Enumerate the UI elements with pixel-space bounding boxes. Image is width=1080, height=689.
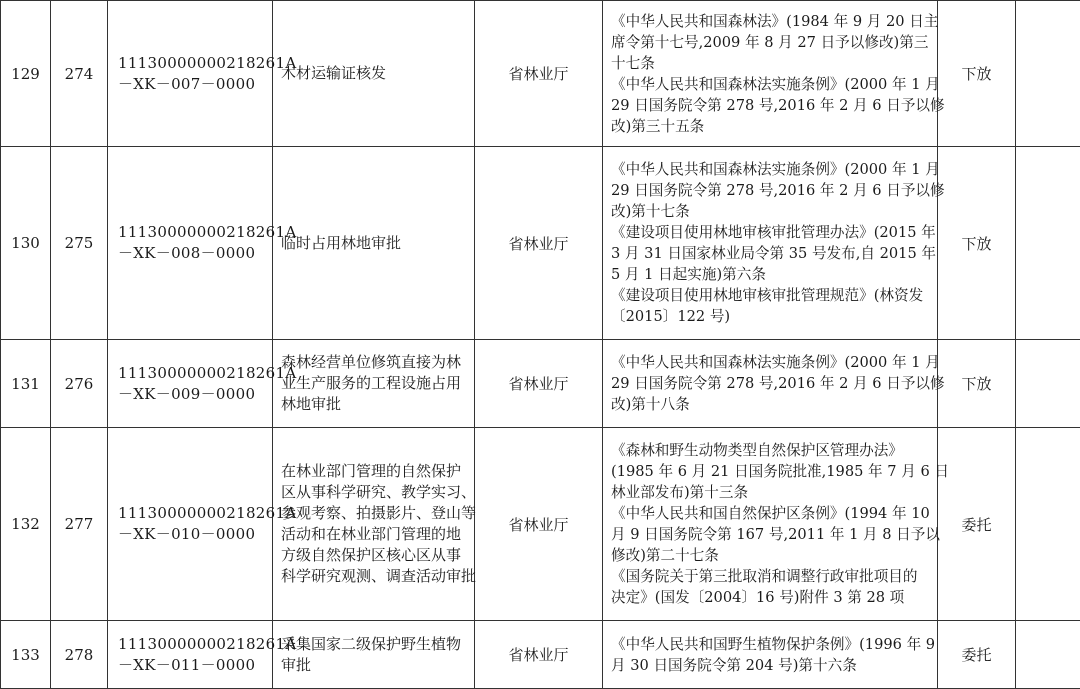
item-name-cell-line: 方级自然保护区核心区从事 (281, 546, 462, 564)
legal-basis-cell-line: 《中华人民共和国野生植物保护条例》(1996 年 9 (611, 635, 936, 653)
item-name-cell-line: 采集国家二级保护野生植物 (281, 634, 462, 653)
department-cell: 省林业厅 (475, 621, 603, 689)
handling-mode-cell: 委托 (938, 621, 1016, 689)
department-cell: 省林业厅 (475, 147, 603, 340)
legal-basis-cell-line: 月 30 日国务院令第 204 号)第十六条 (611, 656, 857, 674)
legal-basis-cell-line: 《国务院关于第三批取消和调整行政审批项目的 (611, 568, 918, 585)
table-body (1, 1, 1080, 689)
handling-mode-cell: 下放 (938, 340, 1016, 428)
item-code-cell-line: －XK－010－0000 (118, 525, 256, 543)
item-code-cell-line: －XK－008－0000 (118, 244, 256, 262)
legal-basis-cell-line: 《中华人民共和国森林法实施条例》(2000 年 1 月 (611, 354, 940, 371)
item-name-cell-line: 林地审批 (281, 395, 342, 413)
remarks-cell (1016, 621, 1080, 689)
legal-basis-cell-line: 改)第十七条 (611, 203, 690, 220)
item-name-cell-line: 区从事科学研究、教学实习、 (281, 483, 477, 501)
item-number-cell: 277 (51, 428, 108, 621)
item-name-cell (273, 147, 475, 340)
item-code-cell-line: －XK－007－0000 (118, 74, 256, 93)
item-code-cell (108, 1, 297, 147)
item-name-cell (273, 621, 475, 689)
table-row (1, 428, 1080, 621)
item-name-cell-line: 森林经营单位修筑直接为林 (281, 353, 462, 371)
remarks-cell (1016, 428, 1080, 621)
table-row (1, 147, 1080, 340)
remarks-cell (1016, 147, 1080, 340)
item-number-cell: 275 (51, 147, 108, 340)
item-name-cell-line: 参观考察、拍摄影片、登山等 (281, 504, 477, 522)
sequence-number-cell: 130 (1, 147, 51, 340)
legal-basis-cell-line: 29 日国务院令第 278 号,2016 年 2 月 6 日予以修 (611, 182, 945, 199)
department-cell: 省林业厅 (475, 340, 603, 428)
item-code-cell-line: 11130000000218261A (118, 223, 297, 241)
legal-basis-cell-line: 月 9 日国务院令第 167 号,2011 年 1 月 8 日予以 (611, 526, 940, 543)
legal-basis-cell-line: 《森林和野生动物类型自然保护区管理办法》 (611, 442, 903, 459)
legal-basis-cell (603, 428, 949, 621)
legal-basis-cell-line: 改)第十八条 (611, 396, 690, 413)
item-name-cell-line: 科学研究观测、调查活动审批 (281, 567, 477, 585)
item-name-cell (273, 340, 475, 428)
handling-mode-cell: 下放 (938, 1, 1016, 147)
item-name-cell (273, 428, 475, 621)
legal-basis-cell-line: 5 月 1 日起实施)第六条 (611, 266, 766, 283)
item-code-cell-line: 11130000000218261A (118, 53, 297, 72)
legal-basis-cell-line: 《建设项目使用林地审核审批管理办法》(2015 年 (611, 224, 936, 241)
sequence-number-cell: 133 (1, 621, 51, 689)
legal-basis-cell-line: (1985 年 6 月 21 日国务院批准,1985 年 7 月 6 日 (611, 463, 949, 480)
legal-basis-cell-line: 《中华人民共和国森林法实施条例》(2000 年 1 月 (611, 75, 940, 93)
remarks-cell (1016, 1, 1080, 147)
legal-basis-cell-line: 29 日国务院令第 278 号,2016 年 2 月 6 日予以修 (611, 375, 945, 392)
legal-basis-cell-line: 29 日国务院令第 278 号,2016 年 2 月 6 日予以修 (611, 96, 945, 114)
item-name-cell-line: 临时占用林地审批 (281, 233, 402, 252)
legal-basis-cell-line: 3 月 31 日国家林业局令第 35 号发布,自 2015 年 (611, 245, 936, 262)
item-code-cell-line: －XK－011－0000 (118, 655, 256, 674)
legal-basis-cell-line: 〔2015〕122 号) (611, 308, 731, 325)
handling-mode-cell: 下放 (938, 147, 1016, 340)
legal-basis-cell-line: 《中华人民共和国自然保护区条例》(1994 年 10 (611, 505, 930, 522)
legal-basis-cell-line: 修改)第二十七条 (611, 547, 719, 564)
item-code-cell-line: 11130000000218261A (118, 634, 297, 653)
legal-basis-cell-line: 十七条 (611, 54, 655, 72)
item-code-cell-line: 11130000000218261A (118, 363, 297, 382)
legal-basis-cell-line: 《中华人民共和国森林法》(1984 年 9 月 20 日主 (611, 12, 939, 30)
department-cell: 省林业厅 (475, 428, 603, 621)
item-code-cell (108, 147, 297, 340)
handling-mode-cell: 委托 (938, 428, 1016, 621)
item-code-cell-line: 11130000000218261A (118, 504, 297, 522)
item-name-cell-line: 活动和在林业部门管理的地 (281, 525, 462, 543)
sequence-number-cell: 129 (1, 1, 51, 147)
item-name-cell-line: 在林业部门管理的自然保护 (281, 462, 462, 480)
item-code-cell (108, 340, 297, 428)
item-name-cell-line: 业生产服务的工程设施占用 (281, 374, 462, 392)
legal-basis-cell-line: 决定》(国发〔2004〕16 号)附件 3 第 28 项 (611, 589, 905, 606)
item-number-cell: 274 (51, 1, 108, 147)
item-code-cell-line: －XK－009－0000 (118, 384, 256, 403)
table-row (1, 621, 1080, 689)
item-number-cell: 278 (51, 621, 108, 689)
legal-basis-cell-line: 改)第三十五条 (611, 117, 705, 135)
remarks-cell (1016, 340, 1080, 428)
legal-basis-cell (603, 1, 945, 147)
item-number-cell: 276 (51, 340, 108, 428)
table-row (1, 1, 1080, 147)
item-name-cell-line: 木材运输证核发 (281, 64, 387, 82)
legal-basis-cell-line: 《中华人民共和国森林法实施条例》(2000 年 1 月 (611, 161, 940, 178)
item-name-cell (273, 1, 475, 147)
legal-basis-cell (603, 340, 945, 428)
sequence-number-cell: 132 (1, 428, 51, 621)
item-name-cell-line: 审批 (281, 655, 312, 674)
legal-basis-cell-line: 林业部发布)第十三条 (611, 484, 749, 501)
sequence-number-cell: 131 (1, 340, 51, 428)
legal-basis-cell-line: 《建设项目使用林地审核审批管理规范》(林资发 (611, 287, 924, 304)
item-code-cell (108, 428, 297, 621)
legal-basis-cell (603, 147, 945, 340)
department-cell: 省林业厅 (475, 1, 603, 147)
table-row (1, 340, 1080, 428)
legal-basis-cell (603, 621, 938, 689)
legal-basis-cell-line: 席令第十七号,2009 年 8 月 27 日予以修改)第三 (611, 33, 929, 51)
